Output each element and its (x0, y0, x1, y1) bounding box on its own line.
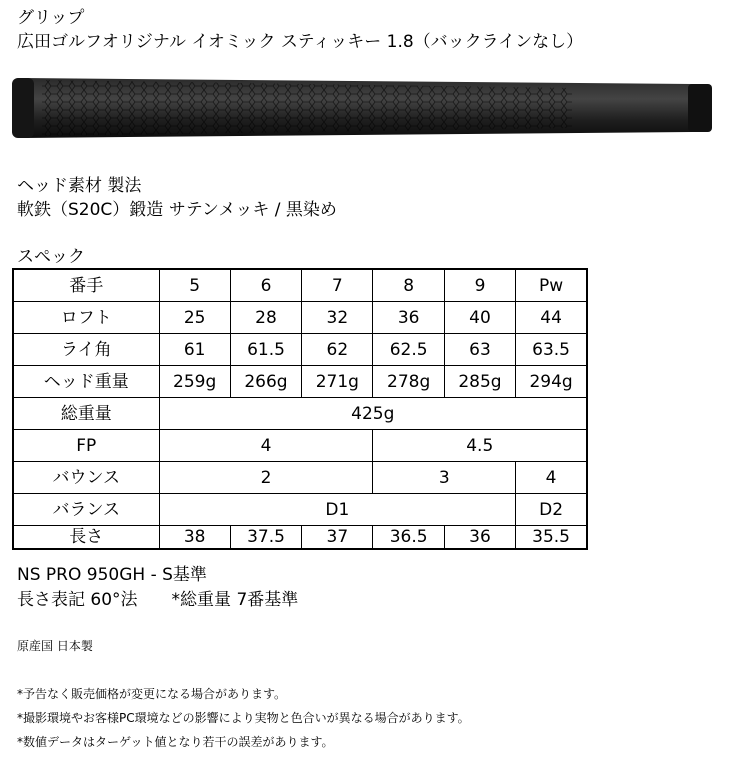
row-label: 長さ (13, 526, 159, 550)
table-cell: 44 (516, 302, 587, 334)
table-cell: D1 (159, 494, 516, 526)
table-cell: 6 (230, 269, 301, 302)
table-row (13, 494, 587, 526)
table-cell: 61.5 (230, 334, 301, 366)
table-cell: 2 (159, 462, 373, 494)
table-cell: 25 (159, 302, 230, 334)
table-cell: 266g (230, 366, 301, 398)
spec-table (12, 268, 588, 550)
table-row (13, 526, 587, 550)
table-cell: 4 (159, 430, 373, 462)
table-cell: 35.5 (516, 526, 587, 550)
origin-note: 原産国 日本製 (17, 639, 93, 653)
table-row (13, 462, 587, 494)
table-cell: 40 (444, 302, 515, 334)
row-label: バランス (13, 494, 159, 526)
row-label: 番手 (13, 269, 159, 302)
table-cell: 28 (230, 302, 301, 334)
table-cell: 3 (373, 462, 516, 494)
row-label: ライ角 (13, 334, 159, 366)
table-cell: 63.5 (516, 334, 587, 366)
table-cell: 271g (302, 366, 373, 398)
table-cell: 61 (159, 334, 230, 366)
table-row (13, 302, 587, 334)
row-label: FP (13, 430, 159, 462)
row-label: ロフト (13, 302, 159, 334)
table-cell: 63 (444, 334, 515, 366)
grip-heading: グリップ (17, 8, 85, 28)
table-row (13, 334, 587, 366)
length-note: 長さ表記 60°法 *総重量 7番基準 (17, 590, 299, 610)
disclaimer: *数値データはターゲット値となり若干の誤差があります。 (17, 735, 334, 749)
table-cell: 62.5 (373, 334, 444, 366)
grip-image (12, 70, 712, 144)
table-cell: 425g (159, 398, 587, 430)
grip-name: 広田ゴルフオリジナル イオミック スティッキー 1.8（バックラインなし） (17, 32, 584, 52)
table-cell: 5 (159, 269, 230, 302)
table-cell: 38 (159, 526, 230, 550)
table-cell: 4.5 (373, 430, 587, 462)
table-cell: 8 (373, 269, 444, 302)
table-cell: 7 (302, 269, 373, 302)
table-cell: 285g (444, 366, 515, 398)
table-cell: 37.5 (230, 526, 301, 550)
head-heading: ヘッド素材 製法 (17, 176, 142, 196)
table-cell: 36 (373, 302, 444, 334)
table-cell: 36.5 (373, 526, 444, 550)
table-cell: 32 (302, 302, 373, 334)
row-label: ヘッド重量 (13, 366, 159, 398)
table-cell: 62 (302, 334, 373, 366)
table-row (13, 398, 587, 430)
disclaimer: *予告なく販売価格が変更になる場合があります。 (17, 687, 287, 701)
table-cell: D2 (516, 494, 587, 526)
head-value: 軟鉄（S20C）鍛造 サテンメッキ / 黒染め (17, 200, 337, 220)
table-cell: 9 (444, 269, 515, 302)
table-cell: 4 (516, 462, 587, 494)
table-row (13, 430, 587, 462)
shaft-note: NS PRO 950GH - S基準 (17, 565, 207, 585)
row-label: バウンス (13, 462, 159, 494)
table-cell: 278g (373, 366, 444, 398)
table-cell: 37 (302, 526, 373, 550)
spec-heading: スペック (17, 247, 85, 267)
disclaimer: *撮影環境やお客様PC環境などの影響により実物と色合いが異なる場合があります。 (17, 711, 470, 725)
table-cell: 259g (159, 366, 230, 398)
table-cell: 294g (516, 366, 587, 398)
row-label: 総重量 (13, 398, 159, 430)
table-row (13, 366, 587, 398)
table-row (13, 269, 587, 302)
table-cell: Pw (516, 269, 587, 302)
table-cell: 36 (444, 526, 515, 550)
